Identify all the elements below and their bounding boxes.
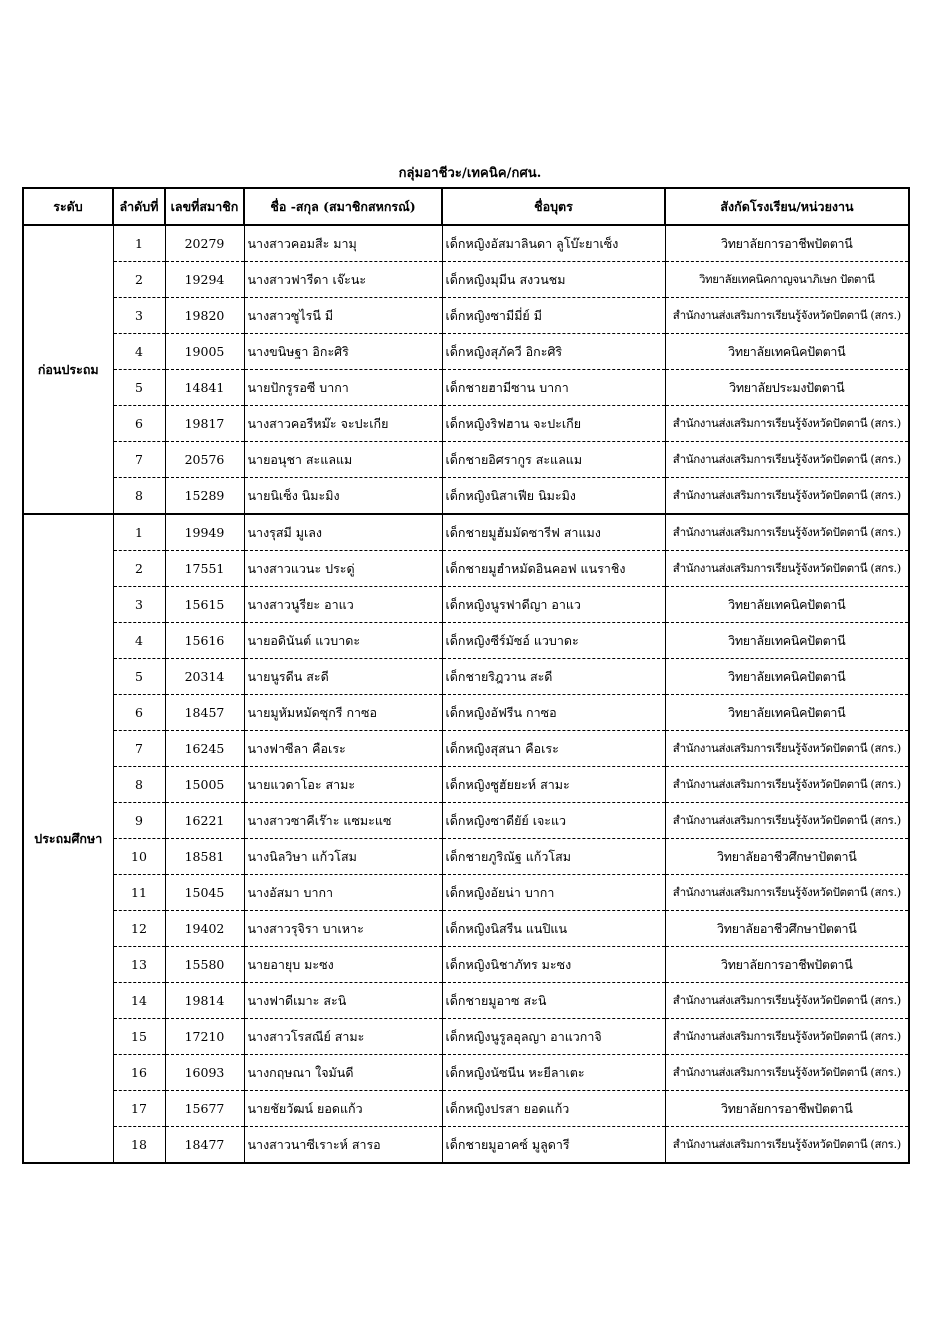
order-cell: 4 [113,623,165,659]
child-name-cell: เด็กชายริฎวาน สะดี [442,659,665,695]
member-name-cell: นางฟาดีเมาะ สะนิ [244,983,442,1019]
table-row [23,839,909,875]
school-cell: สำนักงานส่งเสริมการเรียนรู้จังหวัดปัตตานี (สกร.) [665,514,909,551]
child-name-cell: เด็กหญิงปรสา ยอดแก้ว [442,1091,665,1127]
school-cell: สำนักงานส่งเสริมการเรียนรู้จังหวัดปัตตานี (สกร.) [665,875,909,911]
header-level: ระดับ [23,188,113,225]
member-name-cell: นายปักรูรอซี บากา [244,370,442,406]
table-row [23,298,909,334]
school-cell: วิทยาลัยเทคนิคปัตตานี [665,659,909,695]
header-member-name: ชื่อ -สกุล (สมาชิกสหกรณ์) [244,188,442,225]
table-row [23,983,909,1019]
order-cell: 3 [113,587,165,623]
order-cell: 4 [113,334,165,370]
member-name-cell: นายมูหัมหมัดซุกรี กาซอ [244,695,442,731]
table-row [23,370,909,406]
member-table [22,187,910,1164]
table-row [23,406,909,442]
school-cell: วิทยาลัยการอาชีพปัตตานี [665,1091,909,1127]
member-id-cell: 15289 [165,478,244,515]
order-cell: 10 [113,839,165,875]
order-cell: 8 [113,478,165,515]
child-name-cell: เด็กหญิงอัสมาลินดา ลูโบ๊ะยาเซ็ง [442,225,665,262]
member-id-cell: 15615 [165,587,244,623]
school-cell: วิทยาลัยอาชีวศึกษาปัตตานี [665,839,909,875]
table-row [23,659,909,695]
member-id-cell: 19005 [165,334,244,370]
member-id-cell: 17551 [165,551,244,587]
school-cell: วิทยาลัยการอาชีพปัตตานี [665,947,909,983]
table-row [23,1091,909,1127]
member-id-cell: 15616 [165,623,244,659]
member-name-cell: นางสาวคอมสีะ มามุ [244,225,442,262]
table-row [23,695,909,731]
member-name-cell: นางสาวซูไรนี มี [244,298,442,334]
member-id-cell: 18477 [165,1127,244,1164]
member-name-cell: นายชัยวัฒน์ ยอดแก้ว [244,1091,442,1127]
child-name-cell: เด็กหญิงนิสรีน แนปิแน [442,911,665,947]
member-id-cell: 16221 [165,803,244,839]
member-name-cell: นางสาวแวนะ ประดู่ [244,551,442,587]
school-cell: สำนักงานส่งเสริมการเรียนรู้จังหวัดปัตตานี (สกร.) [665,1055,909,1091]
order-cell: 1 [113,514,165,551]
member-name-cell: นางสาวนูรียะ อาแว [244,587,442,623]
member-id-cell: 15580 [165,947,244,983]
header-school: สังกัดโรงเรียน/หน่วยงาน [665,188,909,225]
school-cell: วิทยาลัยเทคนิคปัตตานี [665,695,909,731]
member-name-cell: นายอดินันต์ แวบาดะ [244,623,442,659]
school-cell: วิทยาลัยการอาชีพปัตตานี [665,225,909,262]
member-id-cell: 17210 [165,1019,244,1055]
school-cell: สำนักงานส่งเสริมการเรียนรู้จังหวัดปัตตานี (สกร.) [665,1127,909,1164]
school-cell: วิทยาลัยเทคนิคปัตตานี [665,623,909,659]
member-id-cell: 18457 [165,695,244,731]
school-cell: วิทยาลัยอาชีวศึกษาปัตตานี [665,911,909,947]
level-cell: ประถมศึกษา [23,514,113,1163]
school-cell: สำนักงานส่งเสริมการเรียนรู้จังหวัดปัตตานี (สกร.) [665,406,909,442]
child-name-cell: เด็กหญิงสุภัควี อิกะศิริ [442,334,665,370]
table-row [23,623,909,659]
table-row [23,587,909,623]
table-row [23,875,909,911]
table-row [23,803,909,839]
child-name-cell: เด็กชายภูริณัฐ แก้วโสม [442,839,665,875]
member-name-cell: นางสาวคอรีหม๊ะ จะปะเกีย [244,406,442,442]
school-cell: สำนักงานส่งเสริมการเรียนรู้จังหวัดปัตตานี (สกร.) [665,551,909,587]
school-cell: สำนักงานส่งเสริมการเรียนรู้จังหวัดปัตตานี (สกร.) [665,983,909,1019]
table-row [23,1055,909,1091]
member-name-cell: นางกฤษณา ใจมันดี [244,1055,442,1091]
child-name-cell: เด็กชายมูฮำหมัดอินคอฟ แนราชิง [442,551,665,587]
order-cell: 18 [113,1127,165,1164]
school-cell: สำนักงานส่งเสริมการเรียนรู้จังหวัดปัตตานี (สกร.) [665,803,909,839]
header-member-id: เลขที่สมาชิก [165,188,244,225]
order-cell: 12 [113,911,165,947]
school-cell: สำนักงานส่งเสริมการเรียนรู้จังหวัดปัตตานี (สกร.) [665,298,909,334]
table-row [23,334,909,370]
member-name-cell: นายอนุชา สะแลแม [244,442,442,478]
order-cell: 7 [113,442,165,478]
table-row [23,947,909,983]
order-cell: 8 [113,767,165,803]
table-row [23,478,909,515]
member-name-cell: นายนิเซ็ง นิมะมิง [244,478,442,515]
child-name-cell: เด็กชายอิศรากูร สะแลแม [442,442,665,478]
table-row [23,262,909,298]
school-cell: สำนักงานส่งเสริมการเรียนรู้จังหวัดปัตตานี (สกร.) [665,442,909,478]
order-cell: 14 [113,983,165,1019]
child-name-cell: เด็กหญิงสุสนา คือเระ [442,731,665,767]
order-cell: 13 [113,947,165,983]
order-cell: 6 [113,406,165,442]
child-name-cell: เด็กชายมูอาคซ์ มูลูดารี [442,1127,665,1164]
child-name-cell: เด็กหญิงมุมีน สงวนชม [442,262,665,298]
order-cell: 15 [113,1019,165,1055]
member-id-cell: 19294 [165,262,244,298]
member-id-cell: 15005 [165,767,244,803]
order-cell: 3 [113,298,165,334]
child-name-cell: เด็กหญิงนัซนีน หะยีลาเตะ [442,1055,665,1091]
child-name-cell: เด็กหญิงนูรูลอุลญา อาแวกาจิ [442,1019,665,1055]
member-name-cell: นางรุสมี มูเลง [244,514,442,551]
table-row [23,514,909,551]
child-name-cell: เด็กหญิงซาดียัย์ เจะแว [442,803,665,839]
member-id-cell: 16093 [165,1055,244,1091]
order-cell: 2 [113,551,165,587]
child-name-cell: เด็กหญิงนิชาภัทร มะซง [442,947,665,983]
member-id-cell: 15677 [165,1091,244,1127]
member-id-cell: 18581 [165,839,244,875]
school-cell: สำนักงานส่งเสริมการเรียนรู้จังหวัดปัตตานี (สกร.) [665,767,909,803]
child-name-cell: เด็กหญิงนูรฟาดีญา อาแว [442,587,665,623]
child-name-cell: เด็กชายฮามีซาน บากา [442,370,665,406]
table-row [23,911,909,947]
member-id-cell: 20279 [165,225,244,262]
table-header-row [23,188,909,225]
order-cell: 5 [113,659,165,695]
member-id-cell: 19402 [165,911,244,947]
table-row [23,731,909,767]
order-cell: 16 [113,1055,165,1091]
order-cell: 17 [113,1091,165,1127]
order-cell: 6 [113,695,165,731]
child-name-cell: เด็กหญิงนิสาเฟีย นิมะมิง [442,478,665,515]
member-name-cell: นายนูรดีน สะดี [244,659,442,695]
child-name-cell: เด็กหญิงอัยน่า บากา [442,875,665,911]
school-cell: สำนักงานส่งเสริมการเรียนรู้จังหวัดปัตตานี (สกร.) [665,731,909,767]
member-name-cell: นางสาวซาคีเร๊าะ แซมะแซ [244,803,442,839]
school-cell: วิทยาลัยเทคนิคกาญจนาภิเษก ปัตตานี [665,262,909,298]
child-name-cell: เด็กหญิงซีร์มัซอ์ แวบาดะ [442,623,665,659]
member-id-cell: 19820 [165,298,244,334]
header-child-name: ชื่อบุตร [442,188,665,225]
table-row [23,767,909,803]
school-cell: วิทยาลัยประมงปัตตานี [665,370,909,406]
member-name-cell: นางสาวรุจิรา บาเหาะ [244,911,442,947]
member-name-cell: นางสาวโรสณีย์ สามะ [244,1019,442,1055]
page-title: กลุ่มอาชีวะ/เทคนิค/กศน. [398,166,542,181]
header-order: ลำดับที่ [113,188,165,225]
member-name-cell: นางนิลวิษา แก้วโสม [244,839,442,875]
school-cell: วิทยาลัยเทคนิคปัตตานี [665,587,909,623]
child-name-cell: เด็กหญิงซามีมี่ย์ มี [442,298,665,334]
member-id-cell: 19814 [165,983,244,1019]
member-name-cell: นางสาวฟารีดา เจ๊ะนะ [244,262,442,298]
table-row [23,225,909,262]
member-name-cell: นางอัสมา บากา [244,875,442,911]
member-id-cell: 14841 [165,370,244,406]
member-id-cell: 19949 [165,514,244,551]
school-cell: สำนักงานส่งเสริมการเรียนรู้จังหวัดปัตตานี (สกร.) [665,1019,909,1055]
order-cell: 1 [113,225,165,262]
order-cell: 7 [113,731,165,767]
member-id-cell: 15045 [165,875,244,911]
school-cell: วิทยาลัยเทคนิคปัตตานี [665,334,909,370]
member-name-cell: นายแวดาโอะ สามะ [244,767,442,803]
child-name-cell: เด็กหญิงซูฮัยยะห์ สามะ [442,767,665,803]
order-cell: 2 [113,262,165,298]
member-name-cell: นายอายุบ มะซง [244,947,442,983]
member-name-cell: นางฟาซีลา คือเระ [244,731,442,767]
member-id-cell: 20314 [165,659,244,695]
school-cell: สำนักงานส่งเสริมการเรียนรู้จังหวัดปัตตานี (สกร.) [665,478,909,515]
member-id-cell: 16245 [165,731,244,767]
order-cell: 9 [113,803,165,839]
child-name-cell: เด็กหญิงอัฟรีน กาซอ [442,695,665,731]
level-cell: ก่อนประถม [23,225,113,514]
child-name-cell: เด็กหญิงริฟฮาน จะปะเกีย [442,406,665,442]
table-row [23,442,909,478]
member-id-cell: 20576 [165,442,244,478]
child-name-cell: เด็กชายมูอาซ สะนิ [442,983,665,1019]
table-row [23,1127,909,1164]
member-name-cell: นางขนิษฐา อิกะศิริ [244,334,442,370]
member-id-cell: 19817 [165,406,244,442]
table-body [23,225,909,1163]
order-cell: 5 [113,370,165,406]
order-cell: 11 [113,875,165,911]
table-row [23,1019,909,1055]
member-name-cell: นางสาวนาซีเราะห์ สารอ [244,1127,442,1164]
child-name-cell: เด็กชายมูฮัมมัดซารีฟ สาแมง [442,514,665,551]
table-row [23,551,909,587]
